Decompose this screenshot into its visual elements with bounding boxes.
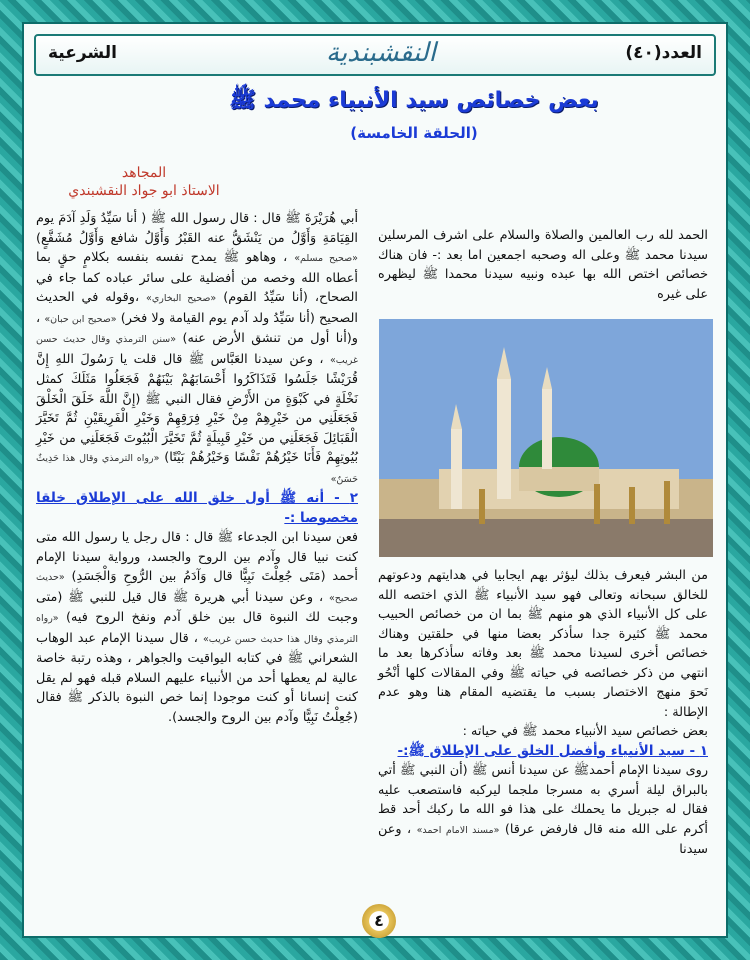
section-name: الشرعية xyxy=(48,43,117,63)
hadith-text: ، وعن سيدنا العَبَّاس ﷺ قال قلت يا رَسُولَ اللهِ إِنَّ قُرَيْشًا جَلَسُوا فَتَذَاكَرُوا أَحْسَابَهُمْ بَيْنَهُمْ فَجَعَلُوا مَثَلَكَ كمثل نَخْلَةٍ في كَبْوَةٍ من الأَرْضِ فقال النبي ﷺ (إِنَّ اللَّهَ خَلَقَ الْخَلْقَ فَجَعَلَنِي من خَيْرِهِمْ مِنْ خَيْرِ فِرَقِهِمْ وَخَيْرِ الْفَرِيقَيْنِ ثُمَّ تَخَيَّرَ الْقَبَائِلَ فَجَعَلَنِي من خَيْرِ قَبِيلَةٍ ثُمَّ تَخَيَّرَ الْبُيُوتَ فَجَعَلَنِي من خَيْرِ بُيُوتِهِمْ فَأَنَا خَيْرُهُمْ نَفْسًا وَخَيْرُهُمْ بَيْتًا) xyxy=(36,351,359,465)
left-column xyxy=(36,209,358,727)
hadith-text: فعن سيدنا ابن الجدعاء ﷺ قال : قال رجل يا رسول الله متى كنت نبيا قال وآدم بين الروح والجسد، ورواية سيدنا الإمام أحمد (مَتَى جُعِلْتَ نَبِيًّا قال وَآدَمُ بين الرُّوحِ وَالْجَسَدِ) xyxy=(36,530,358,584)
page xyxy=(22,22,728,938)
hadith-text: ،وقوله في الحديث الصحيح (أنا سَيِّدُ ولد آدم يوم القيامة ولا فخر) xyxy=(36,290,358,326)
author-title: المجاهد xyxy=(121,165,167,181)
citation: «سنن الترمذي وقال حديث حسن غريب» xyxy=(36,334,358,366)
author-name: الاستاذ ابو جواد النقشبندي xyxy=(68,183,220,199)
mosque-photo xyxy=(379,319,713,557)
magazine-logo: النقشبندية xyxy=(326,38,436,68)
heading-two: ٢ - أنه ﷺ أول خلق الله على الإطلاق خلقا مخصوصا :- xyxy=(36,490,358,526)
article-title: بعض خصائص سيد الأنبياء محمد ﷺ xyxy=(229,88,599,113)
header-bar xyxy=(34,34,716,76)
citation: «مسند الامام احمد» xyxy=(416,824,500,836)
hadith-text: ، وعن سيدنا أبي هريرة ﷺ قال قيل للنبي ﷺ (متى وجبت لك النبوة قال بين خلق آدم ونفخ الروح فيه) xyxy=(36,589,358,625)
citation: «صحيح مسلم» xyxy=(294,253,358,264)
hadith-text: ، وهاهو ﷺ يمدح نفسه بنفسه بكلامٍ حقٍ بما أعطاه الله وخصه من أفضلية على سائر عباده كما جاء في الصحاح، (أنا سَيِّدُ القوم) xyxy=(36,250,358,305)
right-column-top xyxy=(378,226,708,304)
intro-paragraph: الحمد لله رب العالمين والصلاة والسلام على اشرف المرسلين سيدنا محمد ﷺ وعلى اله وصحبه اجمعين اما بعد :- فان هناك خصائص اختص الله بها عبده ونبيه سيدنا محمدا ﷺ ليظهره على غيره xyxy=(378,228,708,302)
page-number: ٤ xyxy=(362,904,396,938)
hadith-text: ، و(أنا أول من تنشق الأرض عنه) xyxy=(36,310,358,346)
article-subtitle: (الحلقة الخامسة) xyxy=(350,124,478,142)
right-last-paragraph: روى سيدنا الإمام أحمدﷺ عن سيدنا أنس ﷺ (أن النبي ﷺ أتي بالبراق ليلة أسري به مسرجا ملجما ليركبه فاستصعب عليه فقال له جبريل ما يحملك على هذا فو الله ما ركبك أحد قط أكرم على الله منه قال فارفض عرقا) xyxy=(378,763,708,837)
hadith-text: ، قال سيدنا الإمام عبد الوهاب الشعراني ﷺ في كتابه اليواقيت والجواهر ، وهذه رتبة خاصة عالية لم يعطها أحد من الأنبياء عليهم السلام قبله فهو لم يقل كنت إنسانا أو كنت موجودا إنما خص النبوة بالذكر ﷺ فقال (جُعِلْتُ نَبِيًّا وآدم بين الروح والجسد). xyxy=(36,630,358,725)
citation: «رواه الترمذي وقال هذا حديث حسن غريب» xyxy=(36,613,358,645)
author-block xyxy=(44,164,244,200)
right-paragraph: من البشر فيعرف بذلك ليؤثر بهم ايجابيا في هدايتهم ودعوتهم للخالق سبحانه وتعالى فهو سيد الأنبياء ﷺ الذي اختصه الله على كل الأنبياء الذي هو منهم ﷺ بما ان من خصائص الحبيب محمد ﷺ كثيرة جدا سأذكر بعضا منها في حلقتين وهناك خصائص أخرى لسيدنا محمد ﷺ بعد وفاته سأذكرها بعد ما انتهي من ذكر خصائصه في حياته ﷺ وفي المقالات كلها أنْحُو نَحوَ منهج الاختصار بسبب ما يقتضيه المقام هنا وهو عدم الإطالة : xyxy=(378,568,708,720)
mosque-illustration xyxy=(379,319,713,557)
issue-number: العدد(٤٠) xyxy=(625,43,702,63)
citation: «صحيح البخاري» xyxy=(146,293,217,304)
right-column-bottom xyxy=(378,566,708,860)
citation: «حديث صحيح» xyxy=(36,572,358,604)
right-last-tail: ، وعن سيدنا xyxy=(378,821,708,857)
citation: «رواه الترمذي وقال هذا حَدِيثٌ حَسَنٌ» xyxy=(36,453,358,485)
right-intro: بعض خصائص سيد الأنبياء محمد ﷺ في حياته : xyxy=(462,724,708,739)
citation: «صحيح ابن حبان» xyxy=(44,313,117,325)
hadith-text: أبي هُرَيْرَةَ ﷺ قال : قال رسول الله ﷺ ( أنا سَيِّدُ وَلَدِ آدَمَ يوم القِيَامَةِ وَأَوَّلُ من يَنْشَقُّ عنه القَبْرُ وَأَوَّلُ شافع وَأَوَّلُ مُشَفَّعٍ) xyxy=(36,211,358,246)
heading-one: ١ - سيد الأنبياء وأفضل الخلق على الإطلاق ﷺ:- xyxy=(397,742,708,759)
